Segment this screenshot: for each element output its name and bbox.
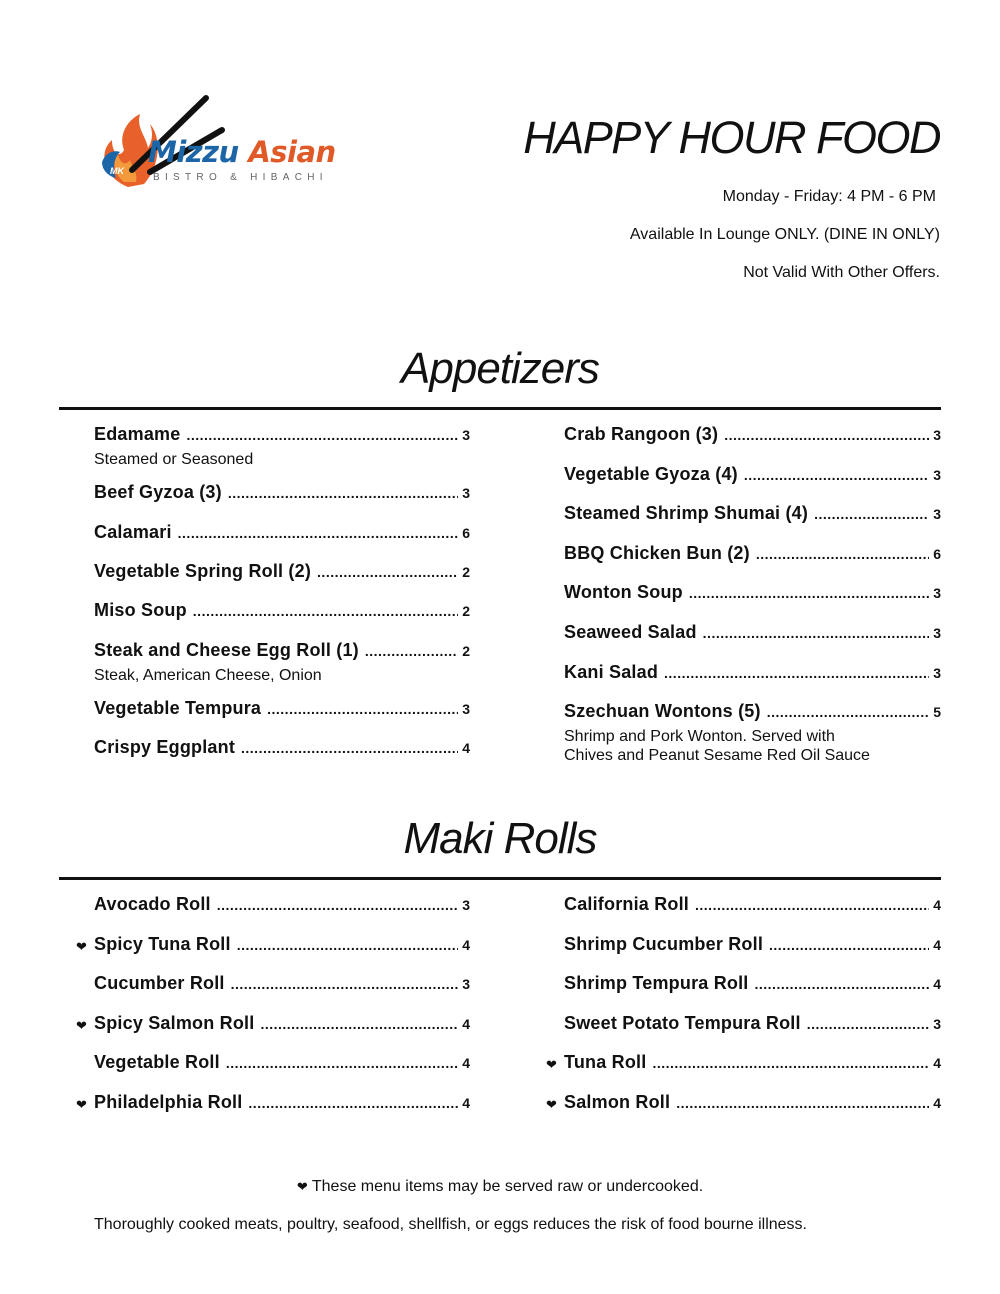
menu-item xyxy=(94,640,470,685)
menu-item xyxy=(564,662,941,688)
menu-item-price: 3 xyxy=(462,700,470,717)
dot-leader xyxy=(267,701,458,717)
dot-leader xyxy=(365,643,458,659)
menu-item xyxy=(564,973,941,999)
menu-item xyxy=(564,701,941,765)
menu-item-price: 3 xyxy=(933,466,941,483)
page-title: HAPPY HOUR FOOD xyxy=(523,112,940,163)
raw-warning-icon: ❤ xyxy=(296,1179,308,1194)
menu-item-description: Steak, American Cheese, Onion xyxy=(94,666,322,684)
menu-item-name: Crispy Eggplant xyxy=(94,737,236,758)
raw-warning-text: These menu items may be served raw or undercooked. xyxy=(311,1178,704,1195)
dot-leader xyxy=(231,976,459,992)
menu-item-name: Steak and Cheese Egg Roll (1) xyxy=(94,639,359,660)
menu-item xyxy=(564,582,941,608)
menu-item-price: 6 xyxy=(933,545,941,562)
menu-item-name: Sweet Potato Tempura Roll xyxy=(564,1012,801,1033)
dot-leader xyxy=(756,546,929,562)
raw-warning-icon: ❤ xyxy=(76,938,87,954)
menu-item-name: California Roll xyxy=(564,894,690,914)
dot-leader xyxy=(695,897,929,913)
menu-item-price: 3 xyxy=(933,506,941,523)
dot-leader xyxy=(814,506,929,522)
menu-item-name: Miso Soup xyxy=(94,600,187,621)
menu-item-price: 3 xyxy=(933,427,941,443)
menu-item xyxy=(546,1052,941,1078)
menu-item xyxy=(94,424,470,469)
menu-item-price: 2 xyxy=(462,603,470,620)
menu-item-name: Edamame xyxy=(94,424,181,444)
menu-item-name: Szechuan Wontons (5) xyxy=(564,701,761,722)
menu-item-name: Calamari xyxy=(94,521,172,542)
menu-item xyxy=(94,561,470,587)
menu-item-name: Vegetable Tempura xyxy=(94,697,262,718)
dot-leader xyxy=(217,897,458,913)
menu-item-price: 3 xyxy=(933,1015,941,1032)
menu-item-price: 4 xyxy=(933,976,941,992)
dot-leader xyxy=(703,625,930,641)
dot-leader xyxy=(807,1016,930,1032)
menu-item-name: Steamed Shrimp Shumai (4) xyxy=(564,503,809,524)
dot-leader xyxy=(317,564,458,580)
menu-item-price: 4 xyxy=(462,936,470,953)
menu-item xyxy=(564,543,941,569)
dot-leader xyxy=(178,525,459,541)
appetizers-divider xyxy=(59,407,941,410)
menu-item-name: Wonton Soup xyxy=(564,582,683,603)
menu-item xyxy=(546,1091,941,1118)
raw-warning-icon: ❤ xyxy=(76,1096,87,1112)
menu-item xyxy=(94,737,470,763)
logo-wordmark xyxy=(148,135,336,169)
menu-item-price: 3 xyxy=(933,664,941,681)
menu-item-price: 4 xyxy=(462,1094,470,1111)
raw-warning-icon: ❤ xyxy=(546,1096,557,1112)
menu-item-name: Philadelphia Roll xyxy=(94,1091,243,1112)
dot-leader xyxy=(652,1055,929,1071)
menu-item xyxy=(564,1013,941,1039)
menu-item xyxy=(94,1052,470,1078)
menu-item xyxy=(94,482,470,508)
menu-item-price: 4 xyxy=(933,1094,941,1111)
menu-item-name: Vegetable Roll xyxy=(94,1052,220,1072)
menu-item xyxy=(564,894,941,920)
menu-item-price: 2 xyxy=(462,642,470,659)
dot-leader xyxy=(744,467,929,483)
logo-emblem-text: MK xyxy=(110,166,124,176)
menu-item-name: Spicy Tuna Roll xyxy=(94,933,231,954)
availability-text: Available In Lounge ONLY. (DINE IN ONLY) xyxy=(629,226,940,243)
logo-name-part1: Mizzu xyxy=(148,135,239,169)
menu-item-name: Shrimp Tempura Roll xyxy=(564,973,749,993)
maki-rolls-divider xyxy=(59,877,941,880)
menu-item xyxy=(94,973,470,999)
maki-rolls-heading: Maki Rolls xyxy=(403,814,597,863)
menu-item-price: 3 xyxy=(462,897,470,913)
menu-item xyxy=(76,1091,470,1118)
menu-item-price: 3 xyxy=(462,976,470,992)
dot-leader xyxy=(228,485,458,501)
menu-item-price: 4 xyxy=(933,897,941,913)
menu-item-price: 3 xyxy=(462,427,470,443)
food-safety-note: Thoroughly cooked meats, poultry, seafood, shellfish, or eggs reduces the risk of food bourne illness. xyxy=(94,1216,807,1233)
menu-item xyxy=(76,1012,470,1039)
menu-item-price: 6 xyxy=(462,524,470,541)
dot-leader xyxy=(186,427,458,443)
menu-item xyxy=(76,933,470,960)
menu-item-name: Beef Gyzoa (3) xyxy=(94,482,222,503)
hours-text: Monday - Friday: 4 PM - 6 PM xyxy=(722,188,936,205)
menu-item-price: 4 xyxy=(462,1015,470,1032)
menu-item-name: Tuna Roll xyxy=(564,1052,647,1072)
menu-item-name: Cucumber Roll xyxy=(94,973,225,993)
menu-item-name: Kani Salad xyxy=(564,661,659,682)
dot-leader xyxy=(241,740,458,756)
raw-warning-icon: ❤ xyxy=(76,1017,87,1033)
dot-leader xyxy=(664,665,929,681)
dot-leader xyxy=(226,1055,458,1071)
menu-item-name: Vegetable Gyoza (4) xyxy=(564,463,738,484)
menu-item-name: Salmon Roll xyxy=(564,1091,671,1112)
menu-item xyxy=(94,894,470,920)
dot-leader xyxy=(724,427,929,443)
logo-name-part2: Asian xyxy=(248,135,336,169)
menu-item xyxy=(564,622,941,648)
dot-leader xyxy=(237,937,459,953)
menu-item-price: 3 xyxy=(462,485,470,502)
menu-item-description: Steamed or Seasoned xyxy=(94,451,254,468)
menu-item-name: Spicy Salmon Roll xyxy=(94,1012,255,1033)
menu-item-name: Seaweed Salad xyxy=(564,622,697,642)
menu-item xyxy=(94,698,470,724)
dot-leader xyxy=(755,976,930,992)
dot-leader xyxy=(676,1095,929,1111)
restaurant-logo xyxy=(98,92,360,192)
dot-leader xyxy=(248,1095,458,1111)
menu-item-name: Avocado Roll xyxy=(94,894,211,914)
appetizers-heading: Appetizers xyxy=(401,344,599,393)
menu-item xyxy=(564,464,941,490)
menu-item-price: 5 xyxy=(933,704,941,721)
menu-item xyxy=(564,934,941,960)
menu-item xyxy=(94,522,470,548)
raw-warning xyxy=(0,1178,1000,1196)
menu-item-name: Crab Rangoon (3) xyxy=(564,424,719,444)
menu-item-price: 4 xyxy=(933,936,941,953)
menu-item-price: 4 xyxy=(462,1055,470,1071)
menu-item xyxy=(564,503,941,529)
logo-subtitle: BISTRO & HIBACHI xyxy=(153,172,328,183)
menu-item-price: 3 xyxy=(933,625,941,641)
dot-leader xyxy=(260,1016,458,1032)
menu-item xyxy=(94,600,470,626)
menu-item-name: Vegetable Spring Roll (2) xyxy=(94,560,312,581)
menu-item xyxy=(564,424,941,450)
menu-item-name: Shrimp Cucumber Roll xyxy=(564,933,764,954)
menu-item-price: 3 xyxy=(933,585,941,602)
menu-item-name: BBQ Chicken Bun (2) xyxy=(564,542,750,563)
dot-leader xyxy=(769,937,929,953)
menu-item-price: 4 xyxy=(933,1055,941,1071)
dot-leader xyxy=(689,585,929,601)
validity-text: Not Valid With Other Offers. xyxy=(743,264,940,281)
dot-leader xyxy=(767,704,930,720)
menu-item-price: 2 xyxy=(462,563,470,580)
raw-warning-icon: ❤ xyxy=(546,1057,557,1072)
menu-item-description: Shrimp and Pork Wonton. Served with xyxy=(564,728,835,746)
menu-item-price: 4 xyxy=(462,740,470,757)
dot-leader xyxy=(193,603,458,619)
menu-item-description: Chives and Peanut Sesame Red Oil Sauce xyxy=(564,747,870,765)
